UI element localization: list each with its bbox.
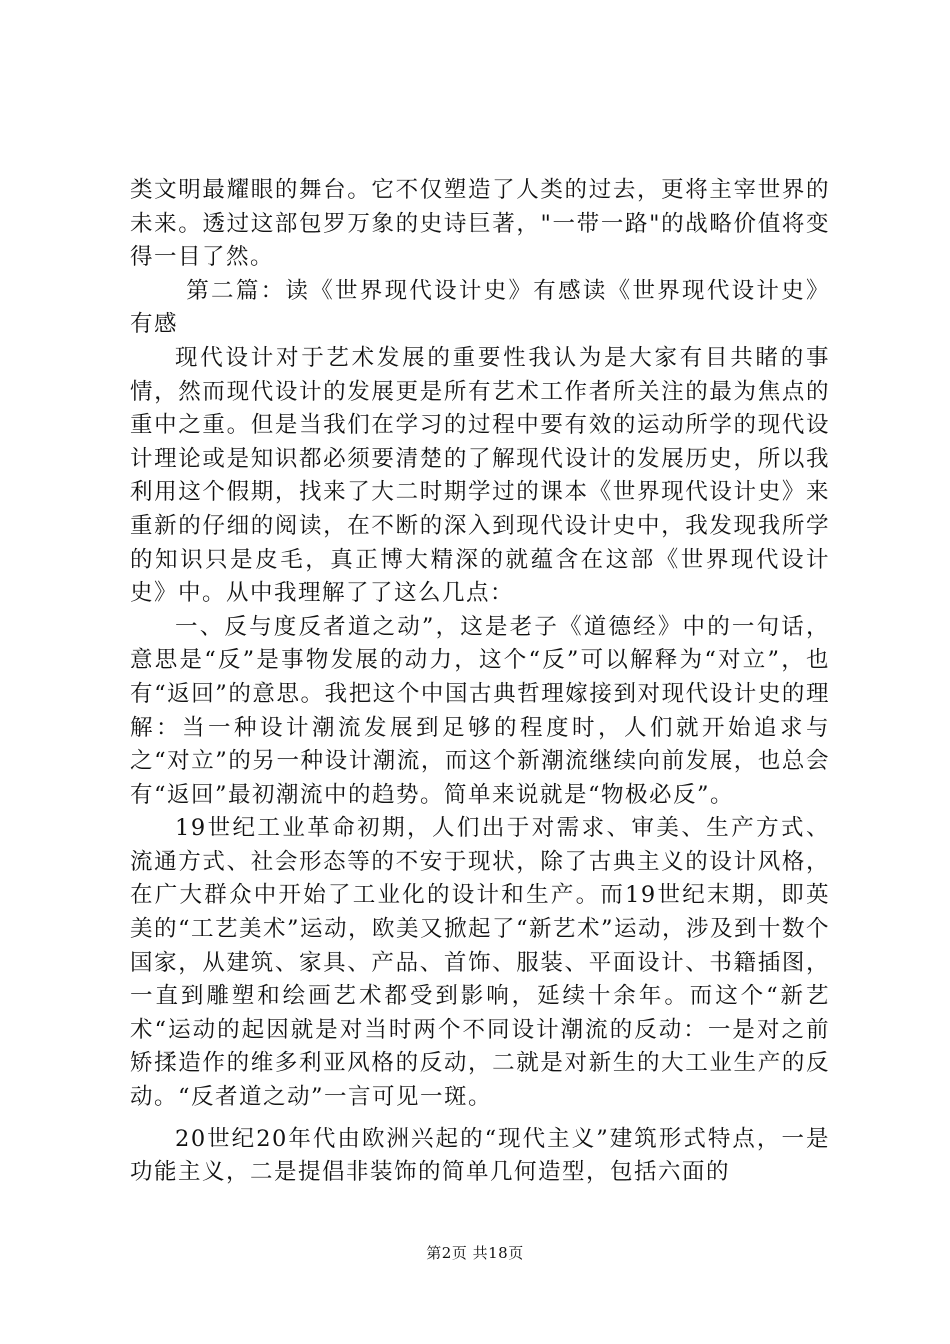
paragraph-intro: 现代设计对于艺术发展的重要性我认为是大家有目共睹的事情，然而现代设计的发展更是所有艺术工作者所关注的最为焦点的重中之重。但是当我们在学习的过程中要有效的运动所学的现代设计理论或是知识都必须要清楚的了解现代设计的发展历史，所以我利用这个假期，找来了大二时期学过的课本《世界现代设计史》来重新的仔细的阅读，在不断的深入到现代设计史中，我发现我所学的知识只是皮毛，真正博大精深的就蕴含在这部《世界现代设计史》中。从中我理解了了这么几点：	[130, 344, 830, 607]
paragraph-20th-century: 20世纪20年代由欧洲兴起的“现代主义”建筑形式特点，一是功能主义，二是提倡非装饰的简单几何造型，包括六面的	[130, 1125, 830, 1186]
document-body	[130, 174, 830, 1190]
section-heading: 第二篇：读《世界现代设计史》有感读《世界现代设计史》有感	[130, 277, 830, 338]
paragraph-19th-century: 19世纪工业革命初期，人们出于对需求、审美、生产方式、流通方式、社会形态等的不安于现状，除了古典主义的设计风格，在广大群众中开始了工业化的设计和生产。而19世纪末期，即英美的“工艺美术”运动，欧美又掀起了“新艺术”运动，涉及到十数个国家，从建筑、家具、产品、首饰、服装、平面设计、书籍插图，一直到雕塑和绘画艺术都受到影响，延续十余年。而这个“新艺术“运动的起因就是对当时两个不同设计潮流的反动：一是对之前矫揉造作的维多利亚风格的反动，二就是对新生的大工业生产的反动。“反者道之动”一言可见一斑。	[130, 815, 831, 1111]
paragraph-continuation: 类文明最耀眼的舞台。它不仅塑造了人类的过去，更将主宰世界的未来。透过这部包罗万象的史诗巨著，"一带一路"的战略价值将变得一目了然。	[130, 177, 830, 271]
page-footer	[0, 1242, 950, 1263]
paragraph-point-one: 一、反与度反者道之动”，这是老子《道德经》中的一句话，意思是“反”是事物发展的动力，这个“反”可以解释为“对立”，也有“返回”的意思。我把这个中国古典哲理嫁接到对现代设计史的理解：当一种设计潮流发展到足够的程度时，人们就开始追求与之“对立”的另一种设计潮流，而这个新潮流继续向前发展，也总会有“返回”最初潮流中的趋势。简单来说就是“物极必反”。	[130, 613, 830, 808]
page-number: 第2页 共18页	[426, 1244, 524, 1262]
